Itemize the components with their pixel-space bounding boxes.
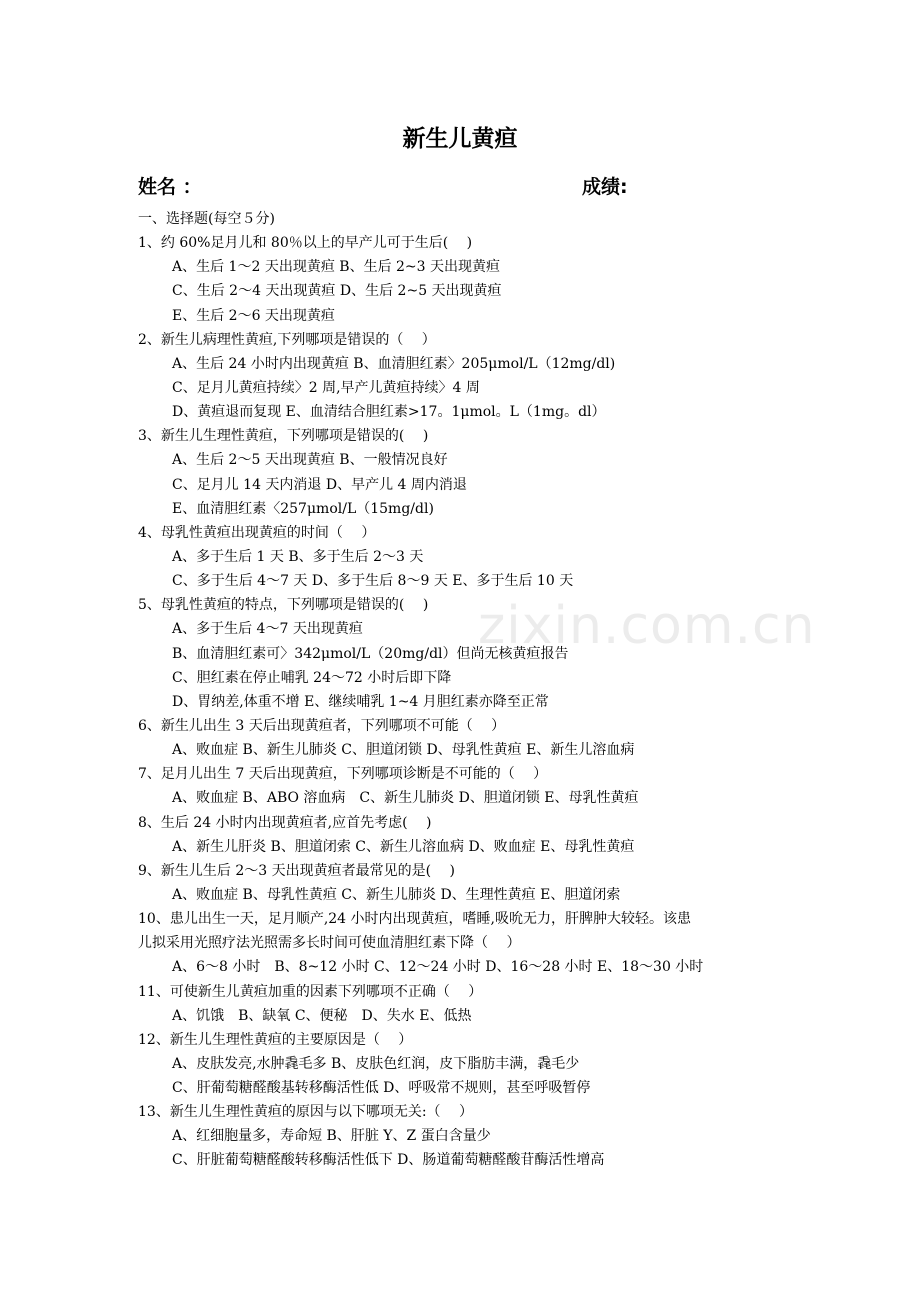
question-line: 6、新生儿出生 3 天后出现黄疸者，下列哪项不可能（ ） [138,717,506,734]
answer-options-line: A、生后 2～5 天出现黄疸 B、一般情况良好 [172,452,448,469]
answer-options-line: C、胆红素在停止哺乳 24～72 小时后即下降 [172,669,452,686]
question-line: 10、患儿出生一天，足月顺产,24 小时内出现黄疸，嗜睡,吸吮无力，肝脾肿大较轻。该患 [138,911,691,928]
answer-options-line: A、饥饿 B、缺氧 C、便秘 D、失水 E、低热 [172,1007,472,1024]
answer-options-line: B、血清胆红素可〉342μmol/L（20mg/dl）但尚无核黄疸报告 [172,645,569,662]
answer-options-line: C、肝葡萄糖醛酸基转移酶活性低 D、呼吸常不规则，甚至呼吸暂停 [172,1080,591,1097]
watermark: zixin.com.cn [478,596,816,656]
answer-options-line: C、生后 2～4 天出现黄疸 D、生后 2~5 天出现黄疸 [172,283,502,300]
answer-options-line: A、新生儿肝炎 B、胆道闭索 C、新生儿溶血病 D、败血症 E、母乳性黄疸 [172,838,635,855]
answer-options-line: A、多于生后 1 天 B、多于生后 2～3 天 [172,548,424,565]
answer-options-line: C、多于生后 4～7 天 D、多于生后 8～9 天 E、多于生后 10 天 [172,573,574,590]
question-line: 一、选择题(每空５分) [138,211,275,227]
answer-options-line: A、生后 1～2 天出现黄疸 B、生后 2~3 天出现黄疸 [172,259,501,276]
question-line: 儿拟采用光照疗法光照需多长时间可使血清胆红素下降（ ） [138,935,521,952]
answer-options-line: C、肝脏葡萄糖醛酸转移酶活性低下 D、肠道葡萄糖醛酸苷酶活性增高 [172,1152,605,1169]
question-line: 9、新生儿生后 2～3 天出现黄疸者最常见的是( ) [138,862,455,879]
answer-options-line: E、生后 2～6 天出现黄疸 [172,307,335,324]
answer-options-line: A、败血症 B、母乳性黄疸 C、新生儿肺炎 D、生理性黄疸 E、胆道闭索 [172,886,621,903]
answer-options-line: A、多于生后 4～7 天出现黄疸 [172,621,363,638]
question-line: 7、足月儿出生 7 天后出现黄疸，下列哪项诊断是不可能的（ ） [138,766,548,783]
answer-options-line: C、足月儿黄疸持续〉2 周,早产儿黄疸持续〉4 周 [172,379,480,396]
answer-options-line: D、黄疸退而复现 E、血清结合胆红素>17。1μmol。L（1mg。dl） [172,404,606,421]
answer-options-line: A、败血症 B、ABO 溶血病 C、新生儿肺炎 D、胆道闭锁 E、母乳性黄疸 [172,790,639,807]
answer-options-line: A、红细胞量多，寿命短 B、肝脏 Y、Z 蛋白含量少 [172,1128,491,1145]
question-line: 4、母乳性黄疸出现黄疸的时间（ ） [138,524,376,541]
name-label: 姓名 ： [138,176,202,198]
answer-options-line: A、皮肤发亮,水肿毳毛多 B、皮肤色红润，皮下脂肪丰满，毳毛少 [172,1055,580,1072]
answer-options-line: A、败血症 B、新生儿肺炎 C、胆道闭锁 D、母乳性黄疸 E、新生儿溶血病 [172,742,635,759]
question-line: 2、新生儿病理性黄疸,下列哪项是错误的（ ） [138,331,436,348]
question-line: 3、新生儿生理性黄疸，下列哪项是错误的( ) [138,428,429,445]
score-label: 成绩: [582,176,628,198]
question-line: 5、母乳性黄疸的特点，下列哪项是错误的( ) [138,597,429,614]
answer-options-line: D、胃纳差,体重不增 E、继续哺乳 1~4 月胆红素亦降至正常 [172,693,549,710]
answer-options-line: C、足月儿 14 天内消退 D、早产儿 4 周内消退 [172,476,467,493]
question-line: 11、可使新生儿黄疸加重的因素下列哪项不正确（ ） [138,983,483,1000]
answer-options-line: E、血清胆红素〈257μmol/L（15mg/dl) [172,500,434,517]
answer-options-line: A、6～8 小时 B、8~12 小时 C、12～24 小时 D、16～28 小时 E、18～30 小时 [172,959,704,976]
name-score-row [138,172,658,200]
question-line: 8、生后 24 小时内出现黄疸者,应首先考虑( ) [138,814,432,831]
question-line: 13、新生儿生理性黄疸的原因与以下哪项无关:（ ） [138,1104,473,1121]
page-title: 新生儿黄疸 [402,126,518,152]
question-line: 12、新生儿生理性黄疸的主要原因是（ ） [138,1031,413,1048]
answer-options-line: A、生后 24 小时内出现黄疸 B、血清胆红素〉205μmol/L（12mg/dl) [172,355,616,372]
question-list [138,207,798,1173]
question-line: 1、约 60%足月儿和 80％以上的早产儿可于生后( ) [138,235,473,252]
